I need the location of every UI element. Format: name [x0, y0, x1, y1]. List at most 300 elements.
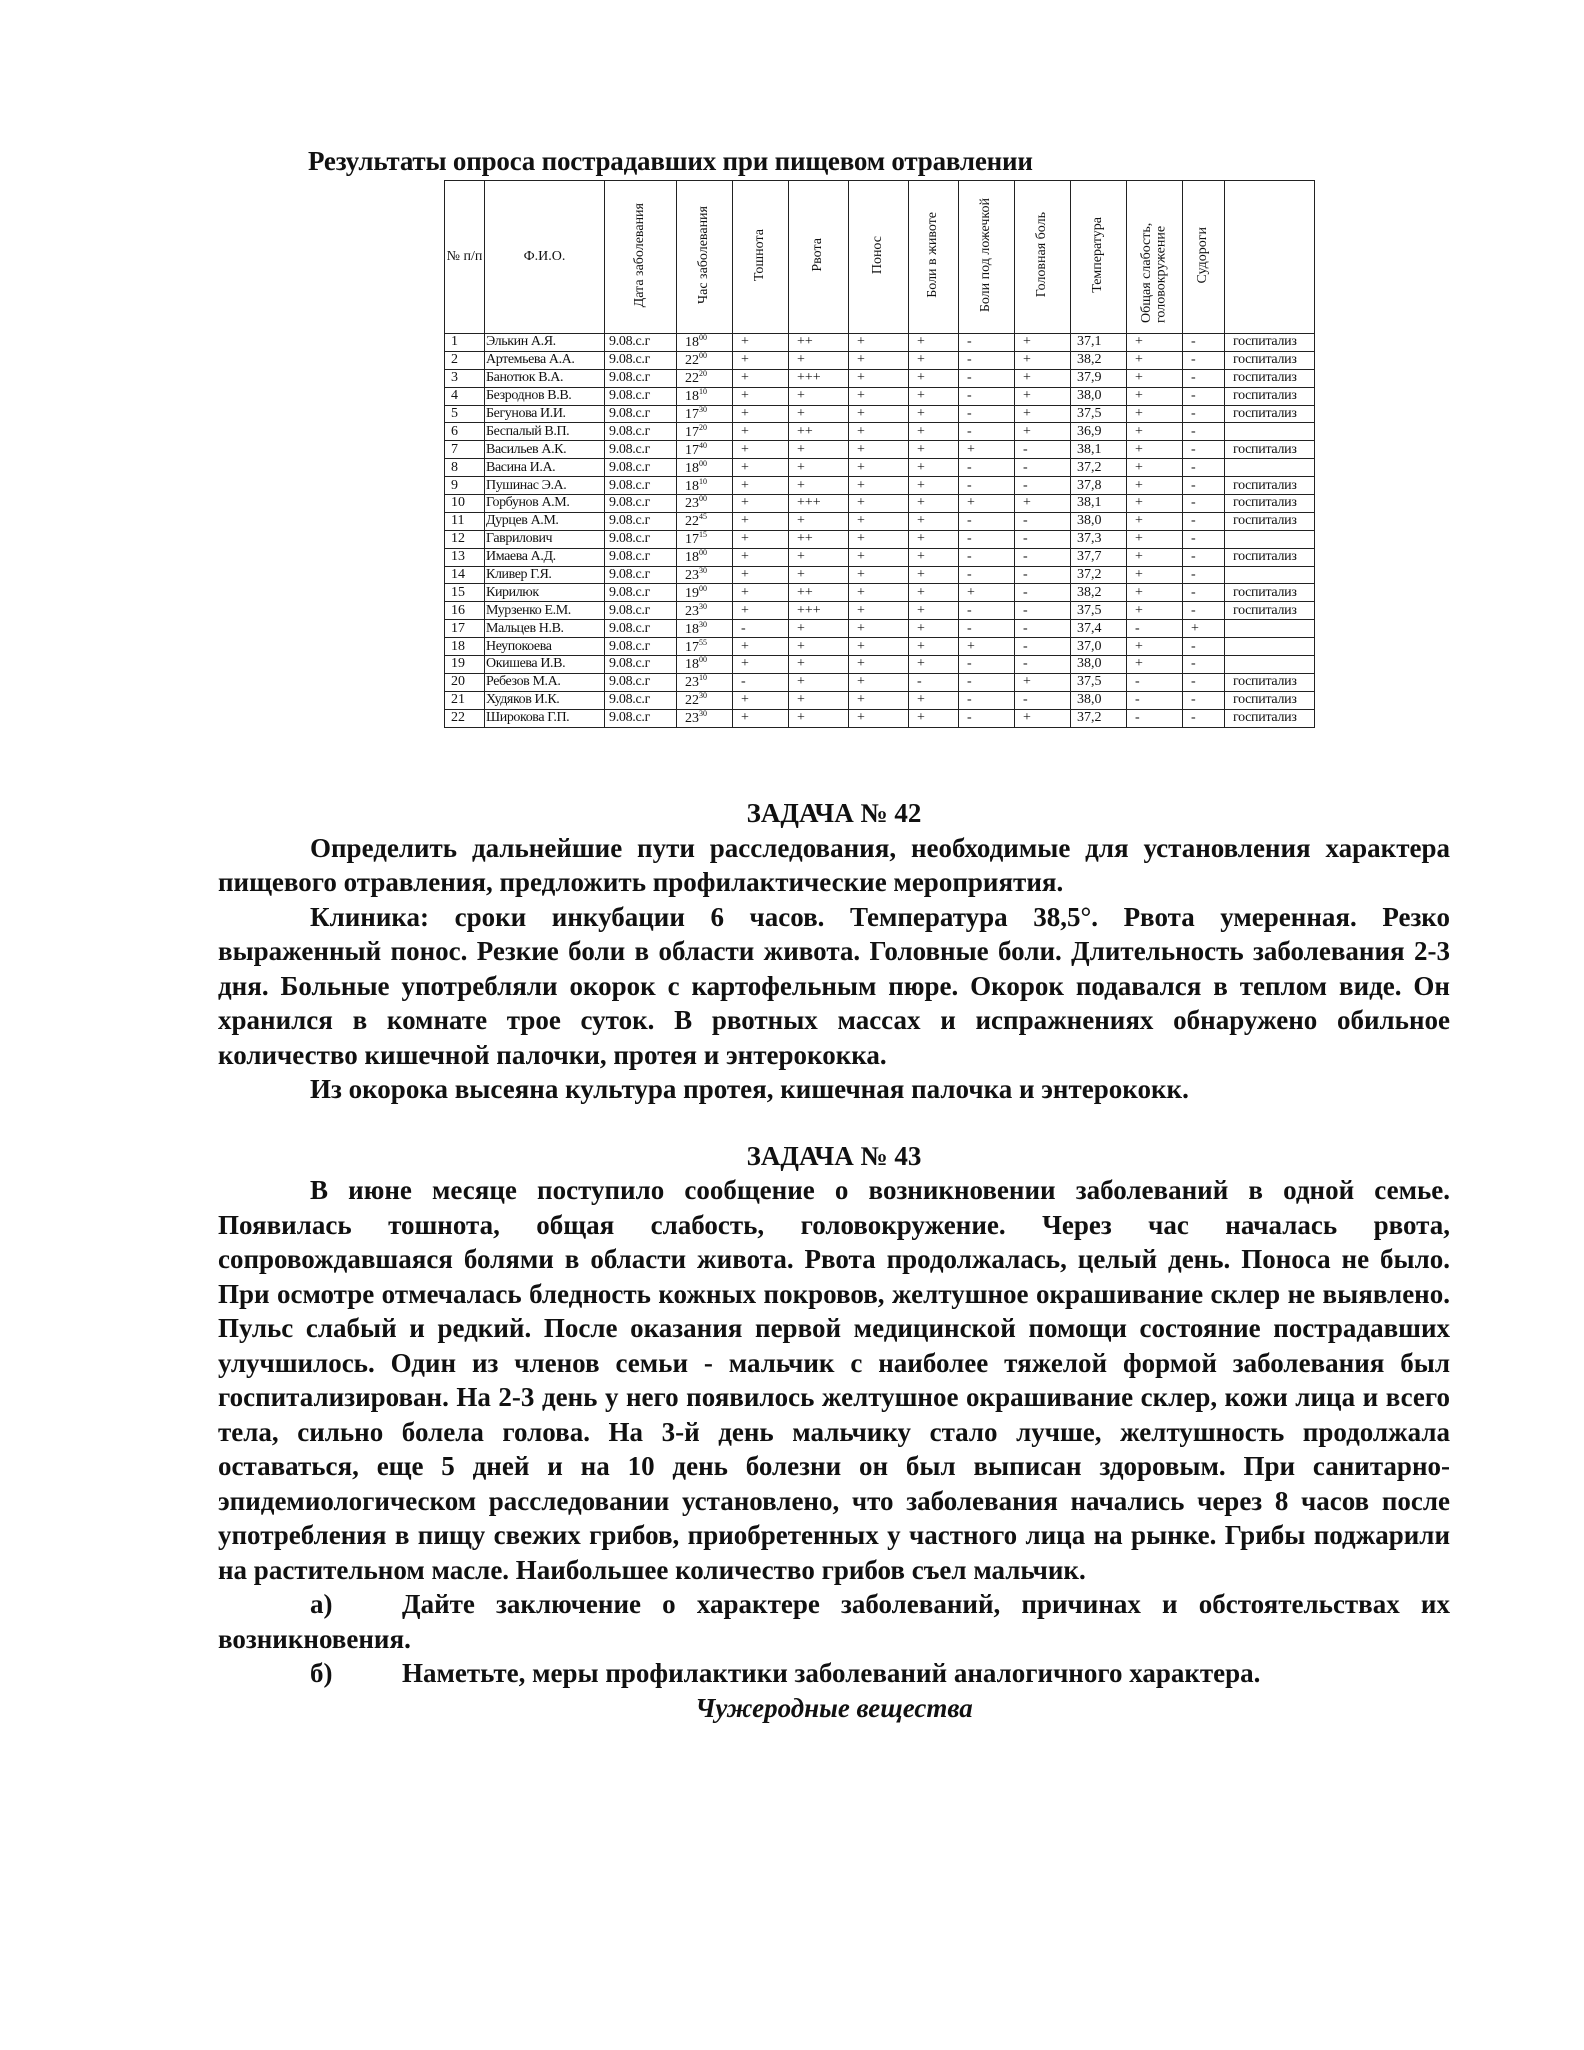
cell-epigastric-pain: -: [959, 512, 1015, 530]
task-43-paragraph-1: В июне месяце поступило сообщение о возникновении заболеваний в одной семье. Появилась тошнота, общая слабость, головокружение. Через час началась рвота, сопровождавшаяся болями в области живота. Рвота продолжалась, целый день. Поноса не было. При осмотре отмечалась бледность кожных покровов, желтушное окрашивание склер не выявлено. Пульс слабый и редкий. После оказания первой медицинской помощи состояние пострадавших улучшилось. Один из членов семьи - мальчик с наиболее тяжелой формой заболевания был госпитализирован. На 2-3 день у него появилось желтушное окрашивание склер, кожи лица и всего тела, сильно болела голова. На 3-й день мальчику стало лучше, желтушность продолжала оставаться, еще 5 дней и на 10 день болезни он был выписан здоровым. При санитарно-эпидемиологическом расследовании установлено, что заболевания начались через 8 часов после употребления в пищу свежих грибов, приобретенных у частного лица на рынке. Грибы поджарили на растительном масле. Наибольшее количество грибов съел мальчик.: [218, 1175, 1450, 1585]
table-row: [445, 334, 1315, 352]
cell-weakness: +: [1127, 459, 1183, 477]
cell-temperature: 38,0: [1071, 387, 1127, 405]
cell-cramps: -: [1183, 709, 1225, 727]
cell-epigastric-pain: -: [959, 691, 1015, 709]
task-42-heading: ЗАДАЧА № 42: [746, 798, 922, 828]
task-43-item-b: [218, 1656, 1450, 1691]
table-row: [445, 369, 1315, 387]
task-43-heading: ЗАДАЧА № 43: [746, 1140, 922, 1171]
cell-name: Пушинас Э.А.: [485, 477, 605, 495]
cell-cramps: -: [1183, 548, 1225, 566]
cell-temperature: 37,4: [1071, 620, 1127, 638]
cell-abdominal-pain: +: [909, 691, 959, 709]
cell-date: 9.08.с.г: [605, 423, 677, 441]
cell-vomiting: +++: [789, 602, 849, 620]
cell-vomiting: +: [789, 656, 849, 674]
task-43-item-a-text: Дайте заключение о характере заболеваний, причинах и обстоятельствах их возникновения.: [218, 1589, 1450, 1654]
cell-epigastric-pain: -: [959, 387, 1015, 405]
cell-epigastric-pain: -: [959, 656, 1015, 674]
cell-hour: [677, 334, 733, 352]
cell-epigastric-pain: -: [959, 673, 1015, 691]
cell-temperature: 38,2: [1071, 584, 1127, 602]
cell-nausea: +: [733, 387, 789, 405]
table-row: [445, 584, 1315, 602]
cell-number: 7: [445, 441, 485, 459]
cell-date: 9.08.с.г: [605, 638, 677, 656]
cell-headache: -: [1015, 548, 1071, 566]
minute-value: 30: [699, 709, 707, 719]
cell-headache: -: [1015, 620, 1071, 638]
cell-diarrhea: +: [849, 638, 909, 656]
cell-note: госпитализ: [1225, 602, 1315, 620]
cell-hour: [677, 691, 733, 709]
cell-abdominal-pain: +: [909, 584, 959, 602]
cell-epigastric-pain: -: [959, 602, 1015, 620]
cell-note: госпитализ: [1225, 369, 1315, 387]
hour-value: 17: [685, 639, 699, 655]
cell-weakness: +: [1127, 548, 1183, 566]
col-header-vomiting: Рвота: [789, 181, 849, 334]
cell-cramps: -: [1183, 477, 1225, 495]
cell-hour: [677, 548, 733, 566]
cell-weakness: +: [1127, 566, 1183, 584]
cell-date: 9.08.с.г: [605, 566, 677, 584]
task-42-paragraph-3: Из окорока высеяна культура протея, кишечная палочка и энтерококк.: [310, 1074, 1189, 1104]
table-row: [445, 602, 1315, 620]
hour-value: 18: [685, 335, 699, 351]
cell-date: 9.08.с.г: [605, 441, 677, 459]
cell-nausea: +: [733, 709, 789, 727]
col-header-nausea: Тошнота: [733, 181, 789, 334]
cell-headache: +: [1015, 334, 1071, 352]
cell-epigastric-pain: -: [959, 405, 1015, 423]
cell-note: госпитализ: [1225, 673, 1315, 691]
cell-hour: [677, 441, 733, 459]
cell-number: 10: [445, 495, 485, 513]
cell-temperature: 37,5: [1071, 405, 1127, 423]
cell-vomiting: +: [789, 620, 849, 638]
hour-value: 18: [685, 478, 699, 494]
cell-diarrhea: +: [849, 441, 909, 459]
cell-epigastric-pain: -: [959, 459, 1015, 477]
table-row: [445, 530, 1315, 548]
cell-headache: -: [1015, 512, 1071, 530]
cell-number: 9: [445, 477, 485, 495]
cell-weakness: +: [1127, 602, 1183, 620]
cell-vomiting: +: [789, 709, 849, 727]
cell-headache: -: [1015, 691, 1071, 709]
cell-cramps: +: [1183, 620, 1225, 638]
cell-headache: +: [1015, 673, 1071, 691]
cell-note: госпитализ: [1225, 334, 1315, 352]
hour-value: 18: [685, 550, 699, 566]
minute-value: 00: [699, 655, 707, 665]
cell-diarrhea: +: [849, 477, 909, 495]
cell-temperature: 36,9: [1071, 423, 1127, 441]
minute-value: 20: [699, 422, 707, 432]
cell-number: 20: [445, 673, 485, 691]
cell-diarrhea: +: [849, 566, 909, 584]
cell-name: Мальцев Н.В.: [485, 620, 605, 638]
cell-name: Васильев А.К.: [485, 441, 605, 459]
cell-diarrhea: +: [849, 423, 909, 441]
table-row: [445, 548, 1315, 566]
col-header-epigastric-pain: Боли под ложечкой: [959, 181, 1015, 334]
cell-name: Неупокоева: [485, 638, 605, 656]
cell-date: 9.08.с.г: [605, 405, 677, 423]
cell-nausea: +: [733, 691, 789, 709]
minute-value: 55: [699, 637, 707, 647]
cell-date: 9.08.с.г: [605, 602, 677, 620]
cell-diarrhea: +: [849, 584, 909, 602]
cell-cramps: -: [1183, 369, 1225, 387]
cell-number: 13: [445, 548, 485, 566]
minute-value: 10: [699, 387, 707, 397]
cell-abdominal-pain: +: [909, 709, 959, 727]
cell-headache: -: [1015, 459, 1071, 477]
col-header-diarrhea: Понос: [849, 181, 909, 334]
cell-abdominal-pain: +: [909, 423, 959, 441]
cell-temperature: 37,7: [1071, 548, 1127, 566]
minute-value: 45: [699, 512, 707, 522]
cell-weakness: +: [1127, 405, 1183, 423]
cell-epigastric-pain: -: [959, 530, 1015, 548]
cell-headache: -: [1015, 638, 1071, 656]
cell-number: 17: [445, 620, 485, 638]
cell-vomiting: +: [789, 477, 849, 495]
section-title: Чужеродные вещества: [695, 1692, 973, 1723]
cell-temperature: 38,2: [1071, 351, 1127, 369]
cell-diarrhea: +: [849, 691, 909, 709]
col-header-headache: Головная боль: [1015, 181, 1071, 334]
cell-weakness: +: [1127, 477, 1183, 495]
cell-number: 22: [445, 709, 485, 727]
cell-nausea: -: [733, 673, 789, 691]
hour-value: 23: [685, 711, 699, 727]
cell-date: 9.08.с.г: [605, 691, 677, 709]
cell-temperature: 37,9: [1071, 369, 1127, 387]
cell-number: 5: [445, 405, 485, 423]
cell-name: Беспалый В.П.: [485, 423, 605, 441]
cell-weakness: -: [1127, 709, 1183, 727]
cell-temperature: 37,2: [1071, 709, 1127, 727]
cell-cramps: -: [1183, 351, 1225, 369]
table-row: [445, 351, 1315, 369]
task-42-paragraph-2: Клиника: сроки инкубации 6 часов. Температура 38,5°. Рвота умеренная. Резко выраженный понос. Резкие боли в области живота. Головные боли. Длительность заболевания 2-3 дня. Больные употребляли окорок с картофельным пюре. Окорок подавался в теплом виде. Он хранился в комнате трое суток. В рвотных массах и испражнениях обнаружено обильное количество кишечной палочки, протея и энтерококка.: [218, 901, 1450, 1070]
cell-nausea: +: [733, 423, 789, 441]
minute-value: 30: [699, 601, 707, 611]
cell-number: 11: [445, 512, 485, 530]
cell-number: 6: [445, 423, 485, 441]
cell-note: госпитализ: [1225, 512, 1315, 530]
cell-nausea: +: [733, 602, 789, 620]
hour-value: 22: [685, 371, 699, 387]
cell-temperature: 37,1: [1071, 334, 1127, 352]
cell-abdominal-pain: +: [909, 512, 959, 530]
cell-date: 9.08.с.г: [605, 387, 677, 405]
cell-vomiting: +: [789, 673, 849, 691]
cell-vomiting: +: [789, 691, 849, 709]
cell-weakness: +: [1127, 369, 1183, 387]
hour-value: 22: [685, 353, 699, 369]
cell-vomiting: ++: [789, 584, 849, 602]
minute-value: 15: [699, 530, 707, 540]
cell-headache: +: [1015, 387, 1071, 405]
cell-headache: -: [1015, 566, 1071, 584]
minute-value: 00: [699, 583, 707, 593]
col-header-temperature: Температура: [1071, 181, 1127, 334]
cell-vomiting: +: [789, 441, 849, 459]
cell-name: Ребезов М.А.: [485, 673, 605, 691]
cell-vomiting: +++: [789, 495, 849, 513]
col-header-weakness: Общая слабость, головокружение: [1127, 181, 1183, 334]
cell-hour: [677, 709, 733, 727]
cell-temperature: 38,1: [1071, 441, 1127, 459]
task-43-item-a: [218, 1587, 1450, 1656]
col-header-abdominal-pain: Боли в животе: [909, 181, 959, 334]
cell-name: Худяков И.К.: [485, 691, 605, 709]
cell-date: 9.08.с.г: [605, 334, 677, 352]
cell-headache: -: [1015, 441, 1071, 459]
table-row: [445, 656, 1315, 674]
minute-value: 00: [699, 351, 707, 361]
table-row: [445, 620, 1315, 638]
cell-temperature: 37,0: [1071, 638, 1127, 656]
cell-temperature: 38,0: [1071, 656, 1127, 674]
cell-headache: -: [1015, 530, 1071, 548]
cell-hour: [677, 584, 733, 602]
cell-abdominal-pain: +: [909, 656, 959, 674]
cell-note: госпитализ: [1225, 387, 1315, 405]
hour-value: 18: [685, 621, 699, 637]
cell-abdominal-pain: +: [909, 602, 959, 620]
cell-name: Горбунов А.М.: [485, 495, 605, 513]
cell-headache: +: [1015, 709, 1071, 727]
cell-note: [1225, 638, 1315, 656]
cell-date: 9.08.с.г: [605, 530, 677, 548]
cell-note: [1225, 620, 1315, 638]
cell-hour: [677, 405, 733, 423]
cell-headache: +: [1015, 423, 1071, 441]
cell-weakness: -: [1127, 673, 1183, 691]
cell-epigastric-pain: -: [959, 548, 1015, 566]
cell-note: [1225, 566, 1315, 584]
col-header-name: Ф.И.О.: [485, 181, 605, 334]
cell-cramps: -: [1183, 459, 1225, 477]
minute-value: 30: [699, 566, 707, 576]
cell-note: госпитализ: [1225, 709, 1315, 727]
cell-note: госпитализ: [1225, 477, 1315, 495]
cell-name: Имаева А.Д.: [485, 548, 605, 566]
cell-name: Широкова Г.П.: [485, 709, 605, 727]
cell-vomiting: +: [789, 638, 849, 656]
hour-value: 23: [685, 675, 699, 691]
cell-vomiting: +: [789, 566, 849, 584]
cell-nausea: -: [733, 620, 789, 638]
cell-headache: -: [1015, 656, 1071, 674]
col-header-date: Дата заболевания: [605, 181, 677, 334]
cell-date: 9.08.с.г: [605, 656, 677, 674]
cell-temperature: 38,0: [1071, 512, 1127, 530]
cell-note: госпитализ: [1225, 441, 1315, 459]
table-row: [445, 459, 1315, 477]
cell-nausea: +: [733, 334, 789, 352]
cell-headache: -: [1015, 584, 1071, 602]
cell-number: 2: [445, 351, 485, 369]
cell-nausea: +: [733, 566, 789, 584]
cell-name: Мурзенко Е.М.: [485, 602, 605, 620]
cell-diarrhea: +: [849, 673, 909, 691]
cell-hour: [677, 459, 733, 477]
cell-note: [1225, 656, 1315, 674]
cell-note: госпитализ: [1225, 405, 1315, 423]
cell-weakness: +: [1127, 584, 1183, 602]
cell-date: 9.08.с.г: [605, 673, 677, 691]
cell-epigastric-pain: +: [959, 584, 1015, 602]
cell-cramps: -: [1183, 530, 1225, 548]
cell-vomiting: +: [789, 351, 849, 369]
minute-value: 30: [699, 619, 707, 629]
cell-diarrhea: +: [849, 530, 909, 548]
table-row: [445, 709, 1315, 727]
cell-number: 8: [445, 459, 485, 477]
task-43-item-a-marker: а): [310, 1589, 333, 1619]
cell-cramps: -: [1183, 405, 1225, 423]
cell-number: 3: [445, 369, 485, 387]
table-row: [445, 387, 1315, 405]
cell-abdominal-pain: +: [909, 369, 959, 387]
table-row: [445, 477, 1315, 495]
cell-abdominal-pain: +: [909, 495, 959, 513]
cell-note: госпитализ: [1225, 691, 1315, 709]
cell-name: Кирилюк: [485, 584, 605, 602]
cell-vomiting: +: [789, 387, 849, 405]
cell-nausea: +: [733, 477, 789, 495]
cell-vomiting: +: [789, 459, 849, 477]
cell-abdominal-pain: +: [909, 638, 959, 656]
cell-note: госпитализ: [1225, 495, 1315, 513]
minute-value: 30: [699, 691, 707, 701]
cell-temperature: 37,5: [1071, 602, 1127, 620]
table-row: [445, 512, 1315, 530]
cell-diarrhea: +: [849, 495, 909, 513]
cell-diarrhea: +: [849, 620, 909, 638]
task-43-item-b-marker: б): [310, 1658, 333, 1688]
hour-value: 23: [685, 496, 699, 512]
cell-epigastric-pain: +: [959, 638, 1015, 656]
cell-diarrhea: +: [849, 387, 909, 405]
minute-value: 00: [699, 333, 707, 343]
cell-headache: +: [1015, 405, 1071, 423]
cell-diarrhea: +: [849, 656, 909, 674]
cell-hour: [677, 566, 733, 584]
cell-nausea: +: [733, 638, 789, 656]
cell-date: 9.08.с.г: [605, 477, 677, 495]
cell-number: 21: [445, 691, 485, 709]
cell-vomiting: ++: [789, 530, 849, 548]
cell-epigastric-pain: +: [959, 495, 1015, 513]
tasks-section: [218, 796, 1450, 1725]
cell-cramps: -: [1183, 638, 1225, 656]
cell-hour: [677, 387, 733, 405]
cell-vomiting: ++: [789, 423, 849, 441]
cell-abdominal-pain: +: [909, 441, 959, 459]
cell-abdominal-pain: +: [909, 548, 959, 566]
minute-value: 10: [699, 673, 707, 683]
cell-date: 9.08.с.г: [605, 584, 677, 602]
cell-number: 19: [445, 656, 485, 674]
cell-weakness: +: [1127, 423, 1183, 441]
cell-cramps: -: [1183, 566, 1225, 584]
cell-cramps: -: [1183, 691, 1225, 709]
minute-value: 40: [699, 440, 707, 450]
cell-cramps: -: [1183, 584, 1225, 602]
cell-temperature: 37,3: [1071, 530, 1127, 548]
cell-diarrhea: +: [849, 369, 909, 387]
cell-date: 9.08.с.г: [605, 620, 677, 638]
minute-value: 00: [699, 494, 707, 504]
cell-cramps: -: [1183, 512, 1225, 530]
cell-abdominal-pain: +: [909, 387, 959, 405]
cell-note: [1225, 423, 1315, 441]
cell-hour: [677, 351, 733, 369]
cell-weakness: +: [1127, 441, 1183, 459]
cell-vomiting: +: [789, 512, 849, 530]
cell-abdominal-pain: +: [909, 334, 959, 352]
cell-hour: [677, 512, 733, 530]
cell-vomiting: +: [789, 548, 849, 566]
hour-value: 17: [685, 424, 699, 440]
cell-number: 12: [445, 530, 485, 548]
cell-temperature: 37,2: [1071, 459, 1127, 477]
cell-name: Гаврилович: [485, 530, 605, 548]
minute-value: 00: [699, 458, 707, 468]
cell-number: 4: [445, 387, 485, 405]
cell-epigastric-pain: +: [959, 441, 1015, 459]
cell-nausea: +: [733, 530, 789, 548]
cell-weakness: +: [1127, 638, 1183, 656]
cell-diarrhea: +: [849, 602, 909, 620]
cell-cramps: -: [1183, 495, 1225, 513]
table-row: [445, 638, 1315, 656]
cell-name: Артемьева А.А.: [485, 351, 605, 369]
hour-value: 23: [685, 603, 699, 619]
hour-value: 23: [685, 568, 699, 584]
cell-cramps: -: [1183, 387, 1225, 405]
cell-date: 9.08.с.г: [605, 351, 677, 369]
cell-hour: [677, 620, 733, 638]
cell-date: 9.08.с.г: [605, 709, 677, 727]
hour-value: 17: [685, 442, 699, 458]
hour-value: 18: [685, 657, 699, 673]
cell-weakness: -: [1127, 620, 1183, 638]
col-header-hour: Час заболевания: [677, 181, 733, 334]
cell-abdominal-pain: +: [909, 405, 959, 423]
cell-abdominal-pain: +: [909, 477, 959, 495]
hour-value: 17: [685, 532, 699, 548]
cell-note: госпитализ: [1225, 548, 1315, 566]
cell-abdominal-pain: +: [909, 566, 959, 584]
cell-weakness: +: [1127, 387, 1183, 405]
cell-date: 9.08.с.г: [605, 459, 677, 477]
cell-headache: +: [1015, 369, 1071, 387]
cell-diarrhea: +: [849, 548, 909, 566]
cell-headache: -: [1015, 477, 1071, 495]
cell-note: госпитализ: [1225, 351, 1315, 369]
cell-epigastric-pain: -: [959, 566, 1015, 584]
cell-epigastric-pain: -: [959, 423, 1015, 441]
